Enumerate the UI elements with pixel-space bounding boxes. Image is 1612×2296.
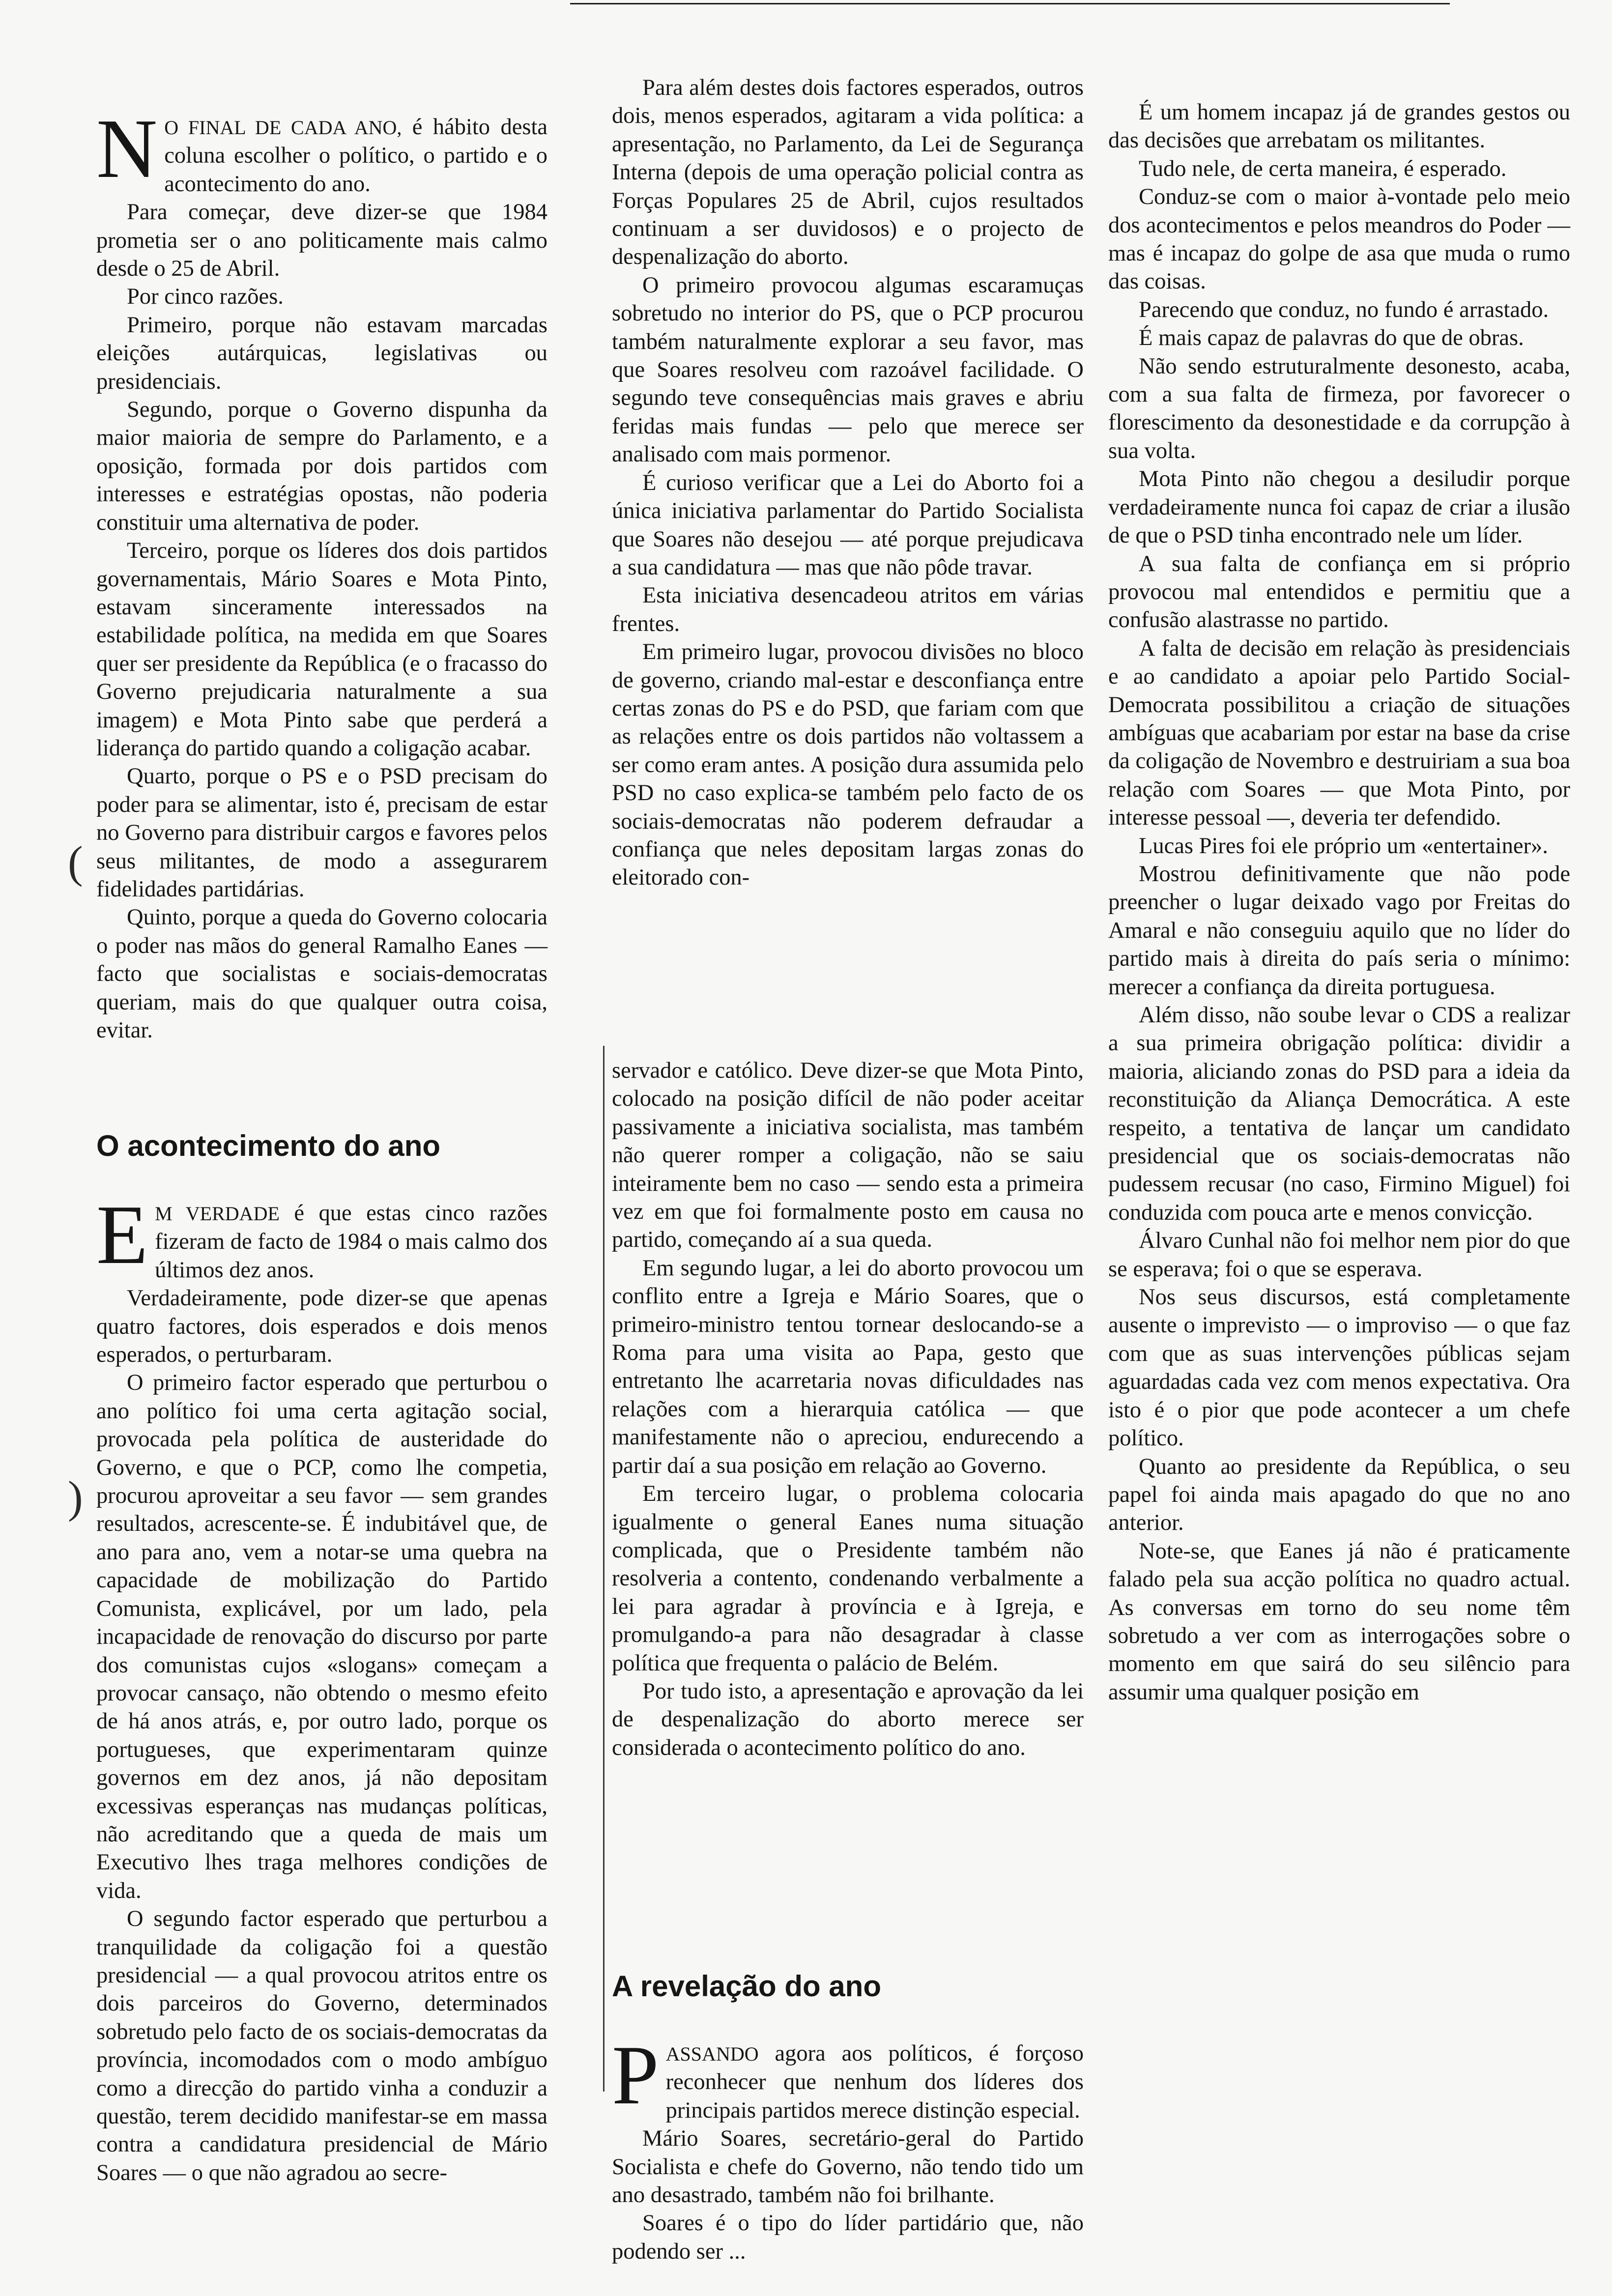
paragraph: Quanto ao presidente da República, o seu papel foi ainda mais apagado do que no ano anterior. xyxy=(1108,1454,1570,1536)
paragraph: Segundo, porque o Governo dispunha da maior maioria de sempre do Parlamento, e a oposição, formada por dois partidos com interesses e estratégias opostas, não poderia constituir uma alternativa de poder. xyxy=(96,397,547,535)
lead-in: ASSANDO xyxy=(665,2043,759,2065)
paragraph: Soares é o tipo do líder partidário que, não podendo ser ... xyxy=(612,2210,1084,2264)
paragraph: Esta iniciativa desencadeou atritos em várias frentes. xyxy=(612,583,1084,636)
column-2 xyxy=(612,0,1084,2296)
column-1 xyxy=(68,0,547,2296)
paragraph: Mário Soares, secretário-geral do Partido Socialista e chefe do Governo, não tendo tido um ano desastrado, também não foi brilhante. xyxy=(612,2126,1084,2208)
paragraph: Parecendo que conduz, no fundo é arrastado. xyxy=(1139,297,1549,322)
paragraph: Tudo nele, de certa maneira, é esperado. xyxy=(1139,156,1507,181)
paragraph: agora aos políticos, é forçoso reconhecer que nenhum dos líderes dos principais partidos merece distinção especial. xyxy=(665,2041,1084,2123)
paragraph: Em primeiro lugar, provocou divisões no bloco de governo, criando mal-estar e desconfiança entre certas zonas do PS e do PSD, que fariam com que as relações entre os dois partidos não voltassem a ser como eram antes. A posição dura assumida pelo PSD no caso explica-se também pelo facto de os sociais-democratas não poderem defraudar a confiança que neles depositam largas zonas do eleitorado con- xyxy=(612,639,1084,890)
paragraph: Em terceiro lugar, o problema colocaria igualmente o general Eanes numa situação complicada, que o Presidente também não resolveria a contento, condenando verbalmente a lei para agradar à província e à Igreja, e promulgando-a para não desagradar à classe política que frequenta o palácio de Belém. xyxy=(612,1481,1084,1676)
paragraph: Por cinco razões. xyxy=(127,284,284,310)
paragraph: Nos seus discursos, está completamente ausente o imprevisto — o improviso — o que faz com que as suas intervenções públicas sejam aguardadas cada vez com menos expectativa. Ora isto é o pior que pode acontecer a um chefe político. xyxy=(1108,1285,1570,1451)
paragraph: É um homem incapaz já de grandes gestos ou das decisões que arrebatam os militantes. xyxy=(1108,100,1570,153)
paragraph: Mota Pinto não chegou a desiludir porque verdadeiramente nunca foi capaz de criar a ilusão de que o PSD tinha encontrado nele um líder. xyxy=(1108,466,1570,548)
paragraph: é que estas cinco razões fizeram de facto de 1984 o mais calmo dos últimos dez anos. xyxy=(155,1201,547,1283)
paragraph: Por tudo isto, a apresentação e aprovação da lei de despenalização do aborto merece ser considerada o acontecimento político do ano. xyxy=(612,1678,1084,1760)
paragraph: é hábito desta coluna escolher o político, o partido e o acontecimento do ano. xyxy=(164,115,547,197)
paragraph: Álvaro Cunhal não foi melhor nem pior do que se esperava; foi o que se esperava. xyxy=(1108,1228,1570,1282)
paragraph: A sua falta de confiança em si próprio provocou mal entendidos e permitiu que a confusão alastrasse no partido. xyxy=(1108,551,1570,633)
section-block xyxy=(96,1188,547,2187)
paragraph: Note-se, que Eanes já não é praticamente falado pela sua acção política no quadro actual. As conversas em torno do seu nome têm sobretudo a ver com as interrogações sobre o momento em que sairá do seu silêncio para assumir uma qualquer posição em xyxy=(1108,1538,1570,1705)
paragraph: É curioso verificar que a Lei do Aborto foi a única iniciativa parlamentar do Partido Socialista que Soares não desejou — até porque prejudicava a sua candidatura — mas que não pôde travar. xyxy=(612,470,1084,580)
drop-cap: E xyxy=(96,1188,148,1282)
paragraph: Lucas Pires foi ele próprio um «entertainer». xyxy=(1139,833,1548,859)
paragraph: Mostrou definitivamente que não pode preencher o lugar deixado vago por Freitas do Amaral e não conseguiu aquilo que no líder do partido mais à direita do país seria o mínimo: merecer a confiança da direita portuguesa. xyxy=(1108,861,1570,1000)
paragraph: É mais capaz de palavras do que de obras. xyxy=(1139,325,1524,351)
paragraph: Quinto, porque a queda do Governo colocaria o poder nas mãos do general Ramalho Eanes — facto que socialistas e sociais-democratas queriam, mais do que qualquer outra coisa, evitar. xyxy=(96,905,547,1043)
margin-mark: ( xyxy=(68,837,83,887)
factors-block xyxy=(612,74,1084,892)
section-heading: O acontecimento do ano xyxy=(96,1129,441,1162)
paragraph: O segundo factor esperado que perturbou a tranquilidade da coligação foi a questão presidencial — a qual provocou atritos entre os dois parceiros do Governo, determinados sobretudo pelo facto de os sociais-democratas da província, incomodados com o modo ambíguo como a direcção do partido vinha a conduzir a questão, terem decidido manifestar-se em massa contra a candidatura presidencial de Mário Soares — o que não agradou ao secre- xyxy=(96,1906,547,2185)
paragraph: Terceiro, porque os líderes dos dois partidos governamentais, Mário Soares e Mota Pinto, estavam sinceramente interessados na estabilidade política, na medida em que Soares quer ser presidente da República (e o fracasso do Governo prejudicaria naturalmente a sua imagem) e Mota Pinto sabe que perderá a liderança do partido quando a coligação acabar. xyxy=(96,538,547,761)
paragraph: Primeiro, porque não estavam marcadas eleições autárquicas, legislativas ou presidenciais. xyxy=(96,312,547,394)
paragraph: Para começar, deve dizer-se que 1984 prometia ser o ano politicamente mais calmo desde o 25 de Abril. xyxy=(96,200,547,282)
section-heading: A revelação do ano xyxy=(612,1970,881,2003)
crop-line xyxy=(603,1046,626,2092)
paragraph: A falta de decisão em relação às presidenciais e ao candidato a apoiar pelo Partido Social-Democrata possibilitou a criação de situações ambíguas que acabariam por estar na base da crise da coligação de Novembro e destruiriam a sua boa relação com Soares — que Mota Pinto, por interesse pessoal —, deveria ter defendido. xyxy=(1108,635,1570,831)
paragraph: Em segundo lugar, a lei do aborto provocou um conflito entre a Igreja e Mário Soares, que o primeiro-ministro tentou tornear deslocando-se a Roma para uma visita ao Papa, gesto que entretanto lhe acarretaria novas dificuldades nas relações com a hierarquia católica — que manifestamente não o apreciou, endurecendo a partir daí a sua posição em relação ao Governo. xyxy=(612,1255,1084,1478)
margin-mark: ) xyxy=(68,1472,83,1522)
drop-cap: N xyxy=(96,102,158,196)
paragraph: Conduz-se com o maior à-vontade pelo meio dos acontecimentos e pelos meandros do Poder — mas é incapaz do golpe de asa que muda o rumo das coisas. xyxy=(1108,184,1570,294)
paragraph: Para além destes dois factores esperados, outros dois, menos esperados, agitaram a vida política: a apresentação, no Parlamento, da Lei de Segurança Interna (depois de uma operação policial contra as Forças Populares 25 de Abril, cujos resultados continuam a ser duvidosos) e o projecto de despenalização do aborto. xyxy=(612,75,1084,270)
paragraph: Além disso, não soube levar o CDS a realizar a sua primeira obrigação política: dividir a maioria, aliciando zonas do PSD para a ideia da reconstituição da Aliança Democrática. A este respeito, a tentativa de lançar um candidato presidencial que os sociais-democratas não pudessem recusar (no caso, Firmino Miguel) foi conduzida com pouca arte e menos convicção. xyxy=(1108,1003,1570,1225)
lead-in: M VERDADE xyxy=(155,1203,280,1225)
column-3 xyxy=(1108,0,1570,2296)
paragraph: servador e católico. Deve dizer-se que Mota Pinto, colocado na posição difícil de não poder aceitar passivamente a iniciativa socialista, mas também não querer romper a coligação, não se saiu inteiramente bem no caso — sendo esta a primeira vez em que foi formalmente posto em causa no partido, começando aí a sua queda. xyxy=(612,1058,1084,1253)
paragraph: Não sendo estruturalmente desonesto, acaba, com a sua falta de firmeza, por favorecer o florescimento da desonestidade e da corrupção à sua volta. xyxy=(1108,353,1570,463)
lead-in: O FINAL DE CADA ANO, xyxy=(164,116,402,139)
paragraph: Verdadeiramente, pode dizer-se que apenas quatro factores, dois esperados e dois menos esperados, o perturbaram. xyxy=(96,1286,547,1368)
abortion-law-block xyxy=(612,1057,1084,1762)
paragraph: O primeiro provocou algumas escaramuças sobretudo no interior do PS, que o PCP procurou também naturalmente explorar a seu favor, mas que Soares resolveu com razoável facilidade. O segundo teve consequências mais graves e abriu feridas mais fundas — pelo que merece ser analisado com mais pormenor. xyxy=(612,272,1084,467)
drop-cap: P xyxy=(612,2029,659,2122)
politicians-block xyxy=(1108,98,1570,1706)
paragraph: O primeiro factor esperado que perturbou o ano político foi uma certa agitação social, provocada pela política de austeridade do Governo, e que o PCP, como lhe competia, procurou aproveitar a seu favor — sem grandes resultados, acrescente-se. É indubitável que, de ano para ano, vem a notar-se uma quebra na capacidade de mobilização do Partido Comunista, explicável, por um lado, pela incapacidade de renovação do discurso por parte dos comunistas cujos «slogans» começam a provocar cansaço, não obtendo o mesmo efeito de há anos atrás, e, por outro lado, porque os portugueses, que experimentaram quinze governos em dez anos, já não depositam excessivas esperanças nas mudanças políticas, não acreditando que a queda de mais um Executivo lhes traga melhores condições de vida. xyxy=(96,1370,547,1903)
revelation-block xyxy=(612,2029,1084,2266)
intro-block xyxy=(96,102,547,1044)
paragraph: Quarto, porque o PS e o PSD precisam do poder para se alimentar, isto é, precisam de estar no Governo para distribuir cargos e favores pelos seus militantes, de modo a assegurarem fidelidades partidárias. xyxy=(96,764,547,902)
